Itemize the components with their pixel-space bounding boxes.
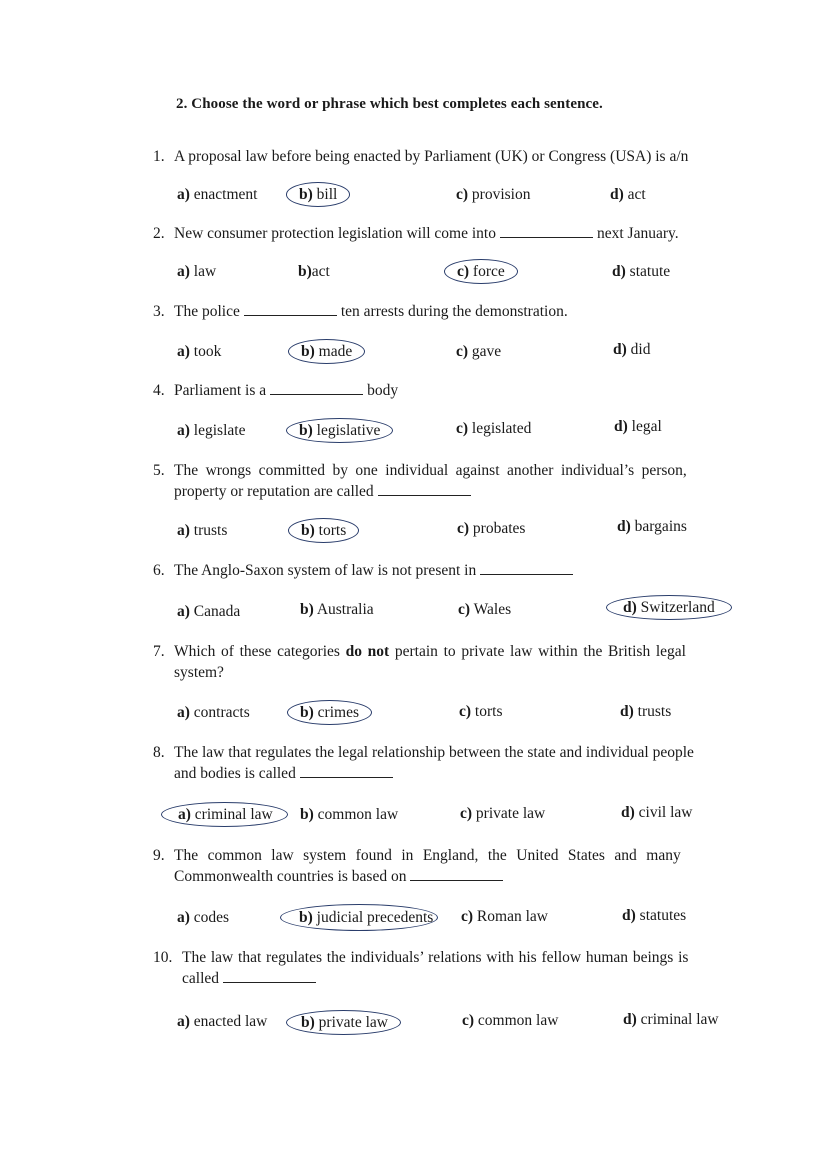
option-1b[interactable] bbox=[298, 185, 350, 205]
answer-circle: b) bill bbox=[286, 182, 350, 207]
answer-circle: b) crimes bbox=[287, 700, 372, 725]
option-5c[interactable]: c) probates bbox=[457, 520, 526, 537]
option-6a[interactable]: a) Canada bbox=[177, 603, 241, 620]
option-2b[interactable]: b)act bbox=[298, 263, 330, 280]
option-9a[interactable]: a) codes bbox=[177, 909, 230, 926]
option-4b[interactable] bbox=[298, 421, 393, 441]
option-4d[interactable]: d) legal bbox=[614, 418, 662, 435]
option-1c[interactable]: c) provision bbox=[456, 186, 531, 203]
answer-blank[interactable] bbox=[480, 560, 573, 575]
option-10c[interactable]: c) common law bbox=[462, 1012, 559, 1029]
option-10b[interactable] bbox=[300, 1013, 401, 1033]
exercise-heading: 2. Choose the word or phrase which best completes each sentence. bbox=[176, 96, 603, 112]
answer-circle: c) force bbox=[444, 259, 518, 284]
answer-circle: b) private law bbox=[286, 1010, 401, 1035]
option-7b[interactable] bbox=[299, 703, 372, 723]
option-9d[interactable]: d) statutes bbox=[622, 907, 687, 924]
answer-circle: b) torts bbox=[288, 518, 359, 543]
option-3d[interactable]: d) did bbox=[613, 341, 651, 358]
option-1d[interactable]: d) act bbox=[610, 186, 646, 203]
answer-circle: d) Switzerland bbox=[606, 595, 732, 620]
option-8a[interactable] bbox=[177, 805, 288, 825]
option-5b[interactable] bbox=[300, 521, 359, 541]
answer-circle: b) legislative bbox=[286, 418, 393, 443]
option-8c[interactable]: c) private law bbox=[460, 805, 546, 822]
option-6b[interactable]: b) Australia bbox=[300, 601, 374, 618]
answer-circle: a) criminal law bbox=[161, 802, 288, 827]
option-10a[interactable]: a) enacted law bbox=[177, 1013, 268, 1030]
worksheet-page: 2. Choose the word or phrase which best completes each sentence. 1. A proposal law before being enacted by Parliament (UK) or Congress (USA) is a/n a) enactment b) bill c) provision d) act 2. New consumer protection legislation will come into next January. a) law b)act c) force d) statute 3. The police ten arrests during the demonstration. a) took b) made c) gave d) did 4. Parliament is a body a) legislate b) legislative c) legislated d) legal 5. The wrongs committed by one individual against another individual’s person, property or reputation are called a) trusts b) torts c) probates d) bargains 6. The Anglo-Saxon system of law is not present in a) Canada b) Australia c) Wales d) Switzerland 7. Which of these categories do not pertain to private law within the British legal system? a) contracts b) crimes c) torts d) trusts 8. The law that regulates the legal relationship between the state and individual people and bodies is called a) criminal law b) common law c) private law d) civil law 9. The common law system found in England, the United States and many Commonwealth countries is based on a) codes b) judicial precedents c) Roman law d) statutes 10. The law that regulates the individuals’ relations with his fellow human beings is called a) enacted law b) private law c) common law d) criminal law bbox=[0, 0, 828, 1171]
answer-blank[interactable] bbox=[500, 223, 593, 238]
option-2a[interactable]: a) law bbox=[177, 263, 217, 280]
option-4a[interactable]: a) legislate bbox=[177, 422, 246, 439]
option-4c[interactable]: c) legislated bbox=[456, 420, 532, 437]
option-2c[interactable] bbox=[456, 262, 518, 282]
option-8d[interactable]: d) civil law bbox=[621, 804, 693, 821]
answer-blank[interactable] bbox=[300, 763, 393, 778]
option-3a[interactable]: a) took bbox=[177, 343, 222, 360]
option-6c[interactable]: c) Wales bbox=[458, 601, 512, 618]
option-7c[interactable]: c) torts bbox=[459, 703, 503, 720]
answer-blank[interactable] bbox=[223, 968, 316, 983]
answer-blank[interactable] bbox=[270, 380, 363, 395]
option-9c[interactable]: c) Roman law bbox=[461, 908, 548, 925]
option-2d[interactable]: d) statute bbox=[612, 263, 671, 280]
question-text: A proposal law before being enacted by Parliament (UK) or Congress (USA) is a/n bbox=[174, 148, 689, 165]
answer-circle: b) judicial precedents bbox=[280, 904, 438, 931]
option-5d[interactable]: d) bargains bbox=[617, 518, 687, 535]
option-5a[interactable]: a) trusts bbox=[177, 522, 228, 539]
option-8b[interactable]: b) common law bbox=[300, 806, 399, 823]
option-7a[interactable]: a) contracts bbox=[177, 704, 250, 721]
answer-blank[interactable] bbox=[410, 866, 503, 881]
answer-circle: b) made bbox=[288, 339, 365, 364]
option-3c[interactable]: c) gave bbox=[456, 343, 502, 360]
option-7d[interactable]: d) trusts bbox=[620, 703, 672, 720]
answer-blank[interactable] bbox=[378, 481, 471, 496]
answer-blank[interactable] bbox=[244, 301, 337, 316]
question-number: 1. bbox=[153, 148, 165, 165]
option-3b[interactable] bbox=[300, 342, 365, 362]
option-9b[interactable] bbox=[300, 908, 438, 928]
option-6d[interactable] bbox=[618, 598, 732, 618]
option-1a[interactable]: a) enactment bbox=[177, 186, 258, 203]
option-10d[interactable]: d) criminal law bbox=[623, 1011, 719, 1028]
